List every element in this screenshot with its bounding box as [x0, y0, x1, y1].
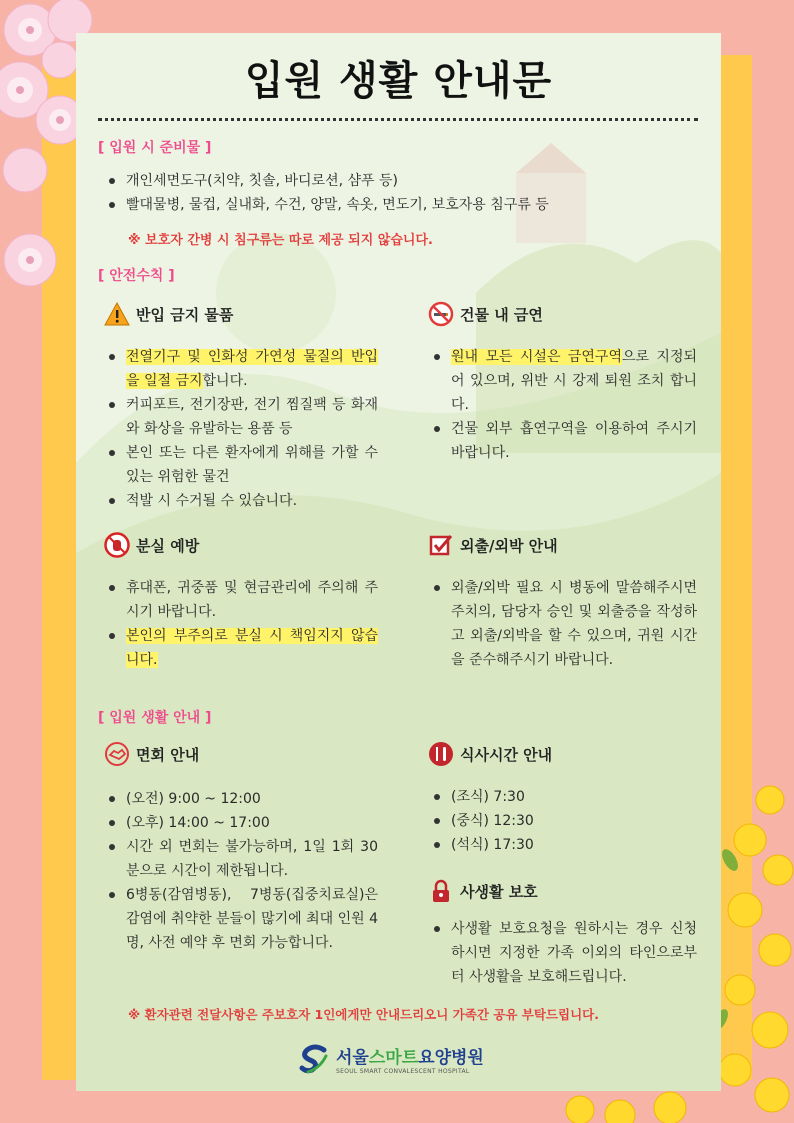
- section-tag-life: [ 입원 생활 안내 ]: [98, 710, 212, 726]
- smoking-heading-label: 건물 내 금연: [460, 305, 543, 324]
- logo-name-part1: 서울: [336, 1048, 369, 1068]
- logo-name-part3: 요양병원: [418, 1048, 484, 1068]
- outing-heading-label: 외출/외박 안내: [460, 536, 558, 555]
- cutlery-icon: [428, 741, 454, 767]
- meal-heading-label: 식사시간 안내: [460, 745, 553, 764]
- hospital-logo: [298, 1038, 508, 1080]
- section-tag-safety: [ 안전수칙 ]: [98, 268, 175, 284]
- notice-card: [76, 33, 721, 1091]
- outing-heading: [428, 532, 558, 558]
- visit-heading-label: 면회 안내: [136, 745, 200, 764]
- list-item: 건물 외부 흡연구역을 이용하여 주시기 바랍니다.: [431, 417, 697, 465]
- smoking-list: [431, 345, 697, 465]
- list-item: 개인세면도구(치약, 칫솔, 바디로션, 샴푸 등): [106, 169, 706, 193]
- title-divider: [98, 118, 698, 121]
- list-item: (조식) 7:30: [431, 785, 697, 809]
- list-item-text: 합니다.: [202, 373, 248, 389]
- list-item: 본인 또는 다른 환자에게 위해를 가할 수 있는 위험한 물건: [106, 441, 378, 489]
- list-item: 시간 외 면회는 불가능하며, 1일 1회 30분으로 시간이 제한됩니다.: [106, 835, 378, 883]
- list-item: [431, 345, 697, 417]
- no-smoking-icon: [428, 301, 454, 327]
- visit-list: [106, 787, 378, 955]
- list-item: (중식) 12:30: [431, 809, 697, 833]
- meal-list: [431, 785, 697, 857]
- highlight-text: 전열기구 및 인화성 가연성 물질의 반입을 일절 금지: [126, 349, 378, 389]
- stop-hand-icon: [104, 532, 130, 558]
- banned-heading: [104, 301, 233, 327]
- privacy-list: [431, 917, 697, 989]
- list-item: [106, 345, 378, 393]
- prep-list: [106, 169, 706, 217]
- loss-list: [106, 576, 378, 672]
- list-item: 외출/외박 필요 시 병동에 말씀해주시면 주치의, 담당자 승인 및 외출증을 작성하고 외출/외박을 할 수 있으며, 귀원 시간을 준수해주시기 바랍니다.: [431, 576, 697, 672]
- outing-list: [431, 576, 697, 672]
- list-item: 빨대물병, 물컵, 실내화, 수건, 양말, 속옷, 면도기, 보호자용 침구류 등: [106, 193, 706, 217]
- highlight-text: 원내 모든 시설은 금연구역: [451, 349, 622, 365]
- list-item: (석식) 17:30: [431, 833, 697, 857]
- logo-name-part2: 스마트: [368, 1048, 419, 1068]
- banned-heading-label: 반입 금지 물품: [136, 305, 234, 324]
- privacy-heading-label: 사생활 보호: [460, 882, 538, 901]
- list-item: (오후) 14:00 ~ 17:00: [106, 811, 378, 835]
- lock-icon: [428, 878, 454, 904]
- list-item: 적발 시 수거될 수 있습니다.: [106, 489, 378, 513]
- highlight-text: 본인의 부주의로 분실 시 책임지지 않습니다.: [126, 628, 378, 668]
- prep-note: ※ 보호자 간병 시 침구류는 따로 제공 되지 않습니다.: [128, 233, 433, 248]
- smoking-heading: [428, 301, 543, 327]
- list-item-text: 으로 지정되어 있으며, 위반 시 강제 퇴원 조치 합니다.: [451, 349, 697, 413]
- list-item: 휴대폰, 귀중품 및 현금관리에 주의해 주시기 바랍니다.: [106, 576, 378, 624]
- section-tag-prep: [ 입원 시 준비물 ]: [98, 140, 212, 156]
- hospital-logo-icon: [298, 1042, 332, 1076]
- loss-heading: [104, 532, 199, 558]
- list-item: (오전) 9:00 ~ 12:00: [106, 787, 378, 811]
- banned-list: [106, 345, 378, 513]
- visit-heading: [104, 741, 199, 767]
- page-title: 입원 생활 안내문: [244, 58, 553, 104]
- logo-english: SEOUL SMART CONVALESCENT HOSPITAL: [336, 1068, 470, 1075]
- privacy-heading: [428, 878, 538, 904]
- list-item: 사생활 보호요청을 원하시는 경우 신청하시면 지정한 가족 이외의 타인으로부터 사생활을 보호해드립니다.: [431, 917, 697, 989]
- footer-note: ※ 환자관련 전달사항은 주보호자 1인에게만 안내드리오니 가족간 공유 부탁드립니다.: [128, 1007, 599, 1022]
- list-item: 커피포트, 전기장판, 전기 찜질팩 등 화재와 화상을 유발하는 용품 등: [106, 393, 378, 441]
- loss-heading-label: 분실 예방: [136, 536, 200, 555]
- handshake-icon: [104, 741, 130, 767]
- meal-heading: [428, 741, 552, 767]
- checkbox-icon: [428, 532, 454, 558]
- list-item: 6병동(감염병동), 7병동(집중치료실)은 감염에 취약한 분들이 많기에 최대 인원 4명, 사전 예약 후 면회 가능합니다.: [106, 883, 378, 955]
- list-item: [106, 624, 378, 672]
- warning-icon: [104, 301, 130, 327]
